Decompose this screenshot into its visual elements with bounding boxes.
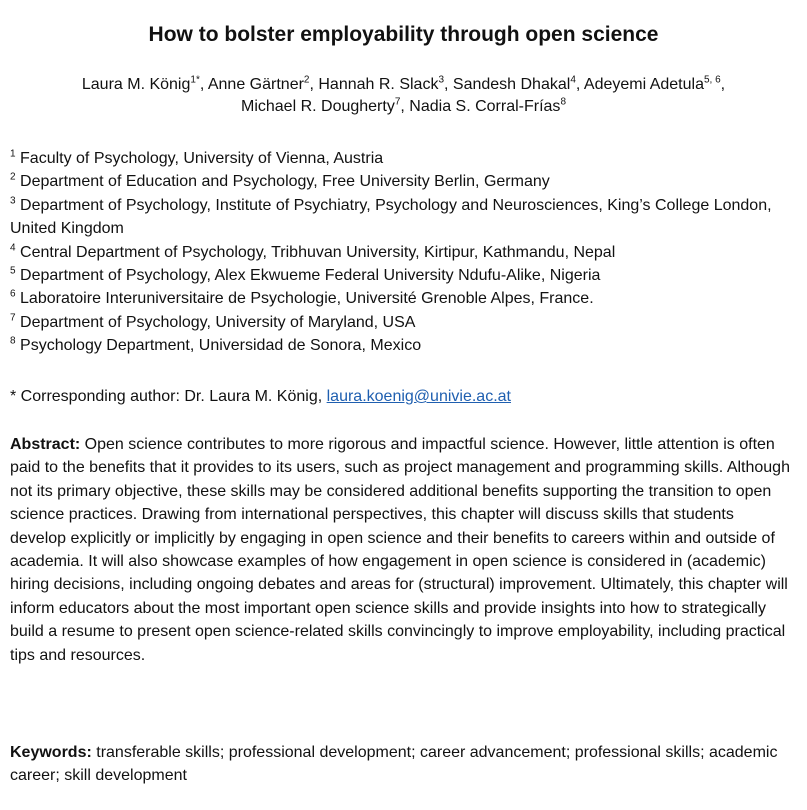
affiliation-list bbox=[10, 147, 790, 358]
abstract bbox=[10, 433, 790, 667]
abstract-label: Abstract: bbox=[10, 436, 81, 453]
paper-title: How to bolster employability through open science bbox=[148, 23, 659, 46]
affiliation: $^1$ Faculty of Psychology, University of Vienna, Austria bbox=[10, 148, 384, 167]
affiliation: $^5$ Department of Psychology, Alex Ekwueme Federal University Ndufu-Alike, Nigeria bbox=[10, 265, 601, 285]
author: Adeyemi Adetula$^{5, 6}$, bbox=[583, 74, 726, 93]
affiliation: $^7$ Department of Psychology, University of Maryland, USA bbox=[10, 312, 416, 331]
author: Nadia S. Corral-Frías$^8$ bbox=[409, 96, 566, 115]
author: Anne Gärtner$^2$, bbox=[207, 74, 319, 93]
author-list bbox=[0, 74, 807, 118]
corresponding-author: * Corresponding author: Dr. Laura M. König, laura.koenig@univie.ac.at bbox=[10, 388, 511, 405]
author: Hannah R. Slack$^3$, bbox=[318, 74, 453, 93]
author: Laura M. König$^{1*}$, bbox=[81, 74, 208, 93]
keywords-label: Keywords: bbox=[10, 744, 92, 761]
email-link[interactable]: laura.koenig@univie.ac.at bbox=[326, 388, 511, 405]
keywords bbox=[10, 741, 790, 788]
keywords-text: transferable skills; professional development; career advancement; professional skills; academic career; skill development bbox=[10, 744, 778, 785]
affiliation: $^8$ Psychology Department, Universidad de Sonora, Mexico bbox=[10, 335, 422, 355]
author: Michael R. Dougherty$^7$, bbox=[240, 96, 410, 115]
affiliation: $^4$ Central Department of Psychology, Tribhuvan University, Kirtipur, Kathmandu, Nepal bbox=[10, 242, 616, 261]
affiliation: $^3$ Department of Psychology, Institute of Psychiatry, Psychology and Neurosciences, King’s College London, United Kingdom bbox=[10, 195, 772, 238]
affiliation: $^6$ Laboratoire Interuniversitaire de Psychologie, Université Grenoble Alpes, France. bbox=[10, 289, 594, 308]
affiliation: $^2$ Department of Education and Psychology, Free University Berlin, Germany bbox=[10, 172, 550, 191]
author: Sandesh Dhakal$^4$, bbox=[452, 74, 584, 93]
abstract-text: Open science contributes to more rigorous and impactful science. However, little attention is often paid to the benefits that it provides to its users, such as project management and programming skills. Although not its primary objective, these skills may be considered additional benefits supporting the transition to open science practices. Drawing from international perspectives, this chapter will discuss skills that students develop explicitly or implicitly by engaging in open science and their benefits to careers within and outside of academia. It will also showcase examples of how engagement in open science is considered in (academic) hiring decisions, including ongoing debates and areas for (structural) improvement. Ultimately, this chapter will inform educators about the most important open science skills and provide insights into how to strategically build a resume to present open science-related skills convincingly to improve employability, including practical tips and resources. bbox=[10, 436, 790, 664]
